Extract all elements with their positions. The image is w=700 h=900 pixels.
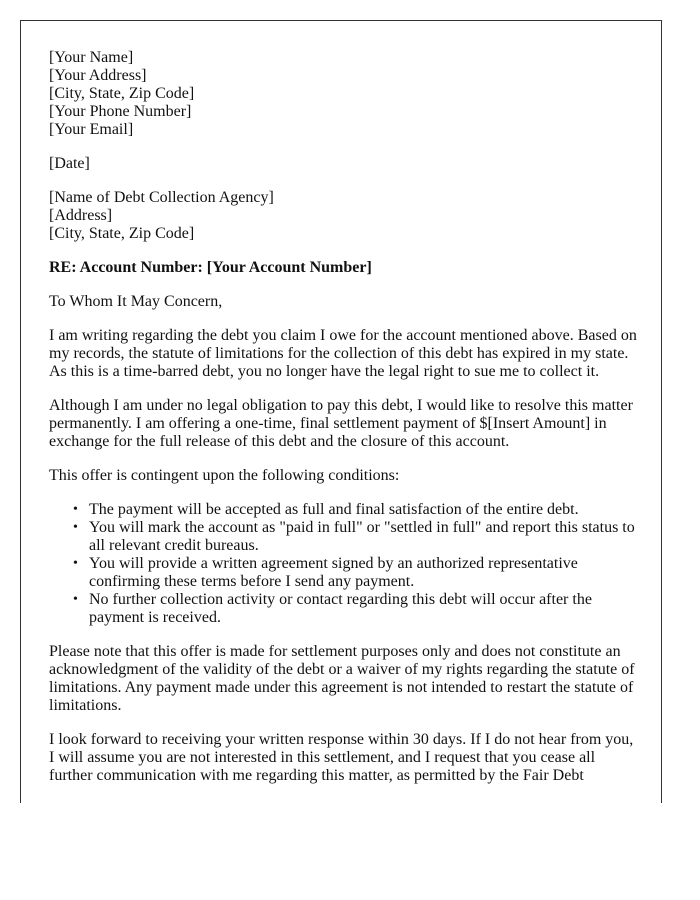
sender-city-state-zip: [City, State, Zip Code] xyxy=(49,85,195,102)
bullet-icon: • xyxy=(73,556,78,571)
list-item xyxy=(73,501,637,519)
sender-block xyxy=(49,49,637,139)
recipient-city-state-zip: [City, State, Zip Code] xyxy=(49,225,195,242)
recipient-address: [Address] xyxy=(49,207,113,224)
recipient-block xyxy=(49,189,637,243)
paragraph-disclaimer: Please note that this offer is made for settlement purposes only and does not constitute an acknowledgment of the validity of the debt or a waiver of my rights regarding the statute of limitations. Any payment made under this agreement is not intended to restart the statute of limitations. xyxy=(49,643,635,714)
bullet-icon: • xyxy=(73,502,78,517)
sender-email: [Your Email] xyxy=(49,121,134,138)
list-item xyxy=(73,519,637,555)
list-item xyxy=(73,555,637,591)
paragraph-conditions-intro: This offer is contingent upon the following conditions: xyxy=(49,467,400,484)
bullet-icon: • xyxy=(73,520,78,535)
recipient-name: [Name of Debt Collection Agency] xyxy=(49,189,274,206)
conditions-list xyxy=(49,501,637,627)
sender-address: [Your Address] xyxy=(49,67,147,84)
paragraph-settlement-offer: Although I am under no legal obligation to pay this debt, I would like to resolve this matter permanently. I am offering a one-time, final settlement payment of $[Insert Amount] in exchange for the full release of this debt and the closure of this account. xyxy=(49,397,633,450)
paragraph-time-barred: I am writing regarding the debt you claim I owe for the account mentioned above. Based on my records, the statute of limitations for the collection of this debt has expired in my state. As this is a time-barred debt, you no longer have the legal right to sue me to collect it. xyxy=(49,327,637,380)
sender-phone: [Your Phone Number] xyxy=(49,103,192,120)
salutation: To Whom It May Concern, xyxy=(49,293,223,310)
letter-body xyxy=(49,49,637,801)
bullet-icon: • xyxy=(73,592,78,607)
sender-name: [Your Name] xyxy=(49,49,134,66)
letter-page xyxy=(20,20,662,803)
paragraph-response-request: I look forward to receiving your written response within 30 days. If I do not hear from you, I will assume you are not interested in this settlement, and I request that you cease all further communication with me regarding this matter, as permitted by the Fair Debt xyxy=(49,731,634,784)
date-block xyxy=(49,155,637,173)
subject-line: RE: Account Number: [Your Account Number] xyxy=(49,259,372,276)
letter-date: [Date] xyxy=(49,155,90,172)
condition-text: The payment will be accepted as full and final satisfaction of the entire debt. xyxy=(89,501,579,518)
list-item xyxy=(73,591,637,627)
condition-text: You will provide a written agreement signed by an authorized representative confirming these terms before I send any payment. xyxy=(89,555,578,590)
condition-text: You will mark the account as "paid in full" or "settled in full" and report this status to all relevant credit bureaus. xyxy=(89,519,635,554)
condition-text: No further collection activity or contact regarding this debt will occur after the payment is received. xyxy=(89,591,592,626)
